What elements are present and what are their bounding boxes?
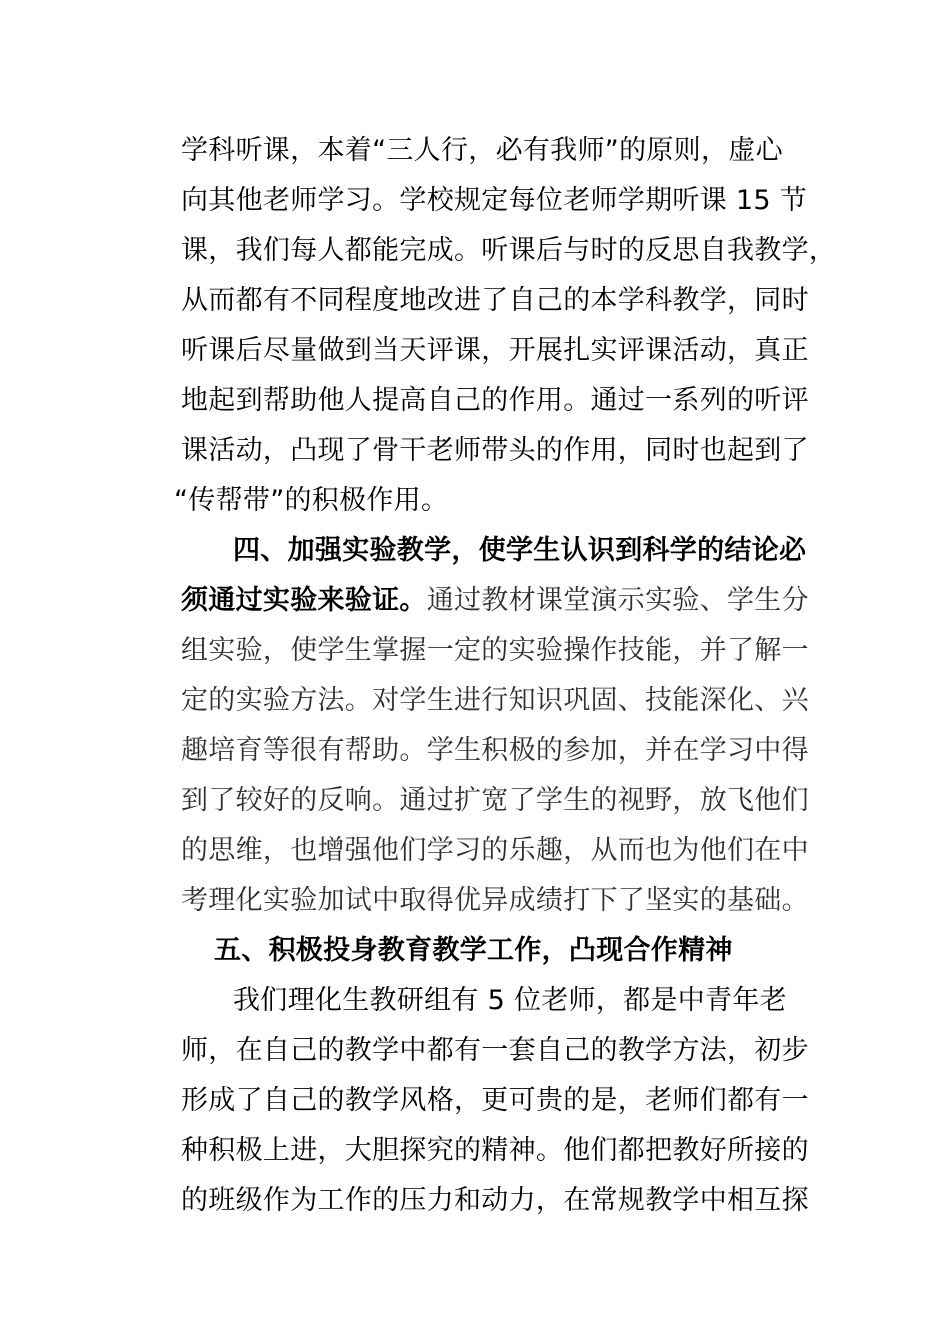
section-4-heading-continued [181, 576, 809, 626]
text-line: 从而都有不同程度地改进了自己的本学科教学，同时 [181, 285, 809, 316]
text-line: 向其他老师学习。学校规定每位老师学期听课 15 节 [181, 185, 808, 216]
section-4-heading-end: 须通过实验来验证。 [181, 585, 427, 616]
text-line: 形成了自己的教学风格，更可贵的是，老师们都有一 [181, 1085, 809, 1116]
section-4-body-start: 通过教材课堂演示实验、学生分 [426, 585, 809, 616]
text-line: 定的实验方法。对学生进行知识巩固、技能深化、兴 [181, 685, 809, 716]
text-line: 课活动，凸现了骨干老师带头的作用，同时也起到了 [181, 435, 809, 466]
text-line: 考理化实验加试中取得优异成绩打下了坚实的基础。 [181, 885, 809, 916]
text-line: 听课后尽量做到当天评课，开展扎实评课活动，真正 [181, 335, 809, 366]
text-line: 地起到帮助他人提高自己的作用。通过一系列的听评 [181, 385, 809, 416]
text-line: 的班级作为工作的压力和动力，在常规教学中相互探 [181, 1185, 809, 1216]
text-line: 师，在自己的教学中都有一套自己的教学方法，初步 [181, 1035, 809, 1066]
text-line: 课，我们每人都能完成。听课后与时的反思自我教学， [181, 235, 837, 266]
text-line: 的思维，也增强他们学习的乐趣，从而也为他们在中 [181, 835, 809, 866]
text-line: 种积极上进，大胆探究的精神。他们都把教好所接的 [181, 1135, 809, 1166]
text-line: 组实验，使学生掌握一定的实验操作技能，并了解一 [181, 635, 809, 666]
text-line: 学科听课，本着“三人行，必有我师”的原则，虚心 [181, 135, 783, 166]
text-line: 趣培育等很有帮助。学生积极的参加，并在学习中得 [181, 735, 809, 766]
text-line: 我们理化生教研组有 5 位老师，都是中青年老 [233, 985, 787, 1016]
text-line: “传帮带”的积极作用。 [174, 485, 449, 516]
section-4-heading: 四、加强实验教学，使学生认识到科学的结论必 [233, 535, 807, 566]
section-5-heading: 五、积极投身教育教学工作，凸现合作精神 [214, 935, 733, 966]
text-line: 到了较好的反响。通过扩宽了学生的视野，放飞他们 [181, 785, 809, 816]
